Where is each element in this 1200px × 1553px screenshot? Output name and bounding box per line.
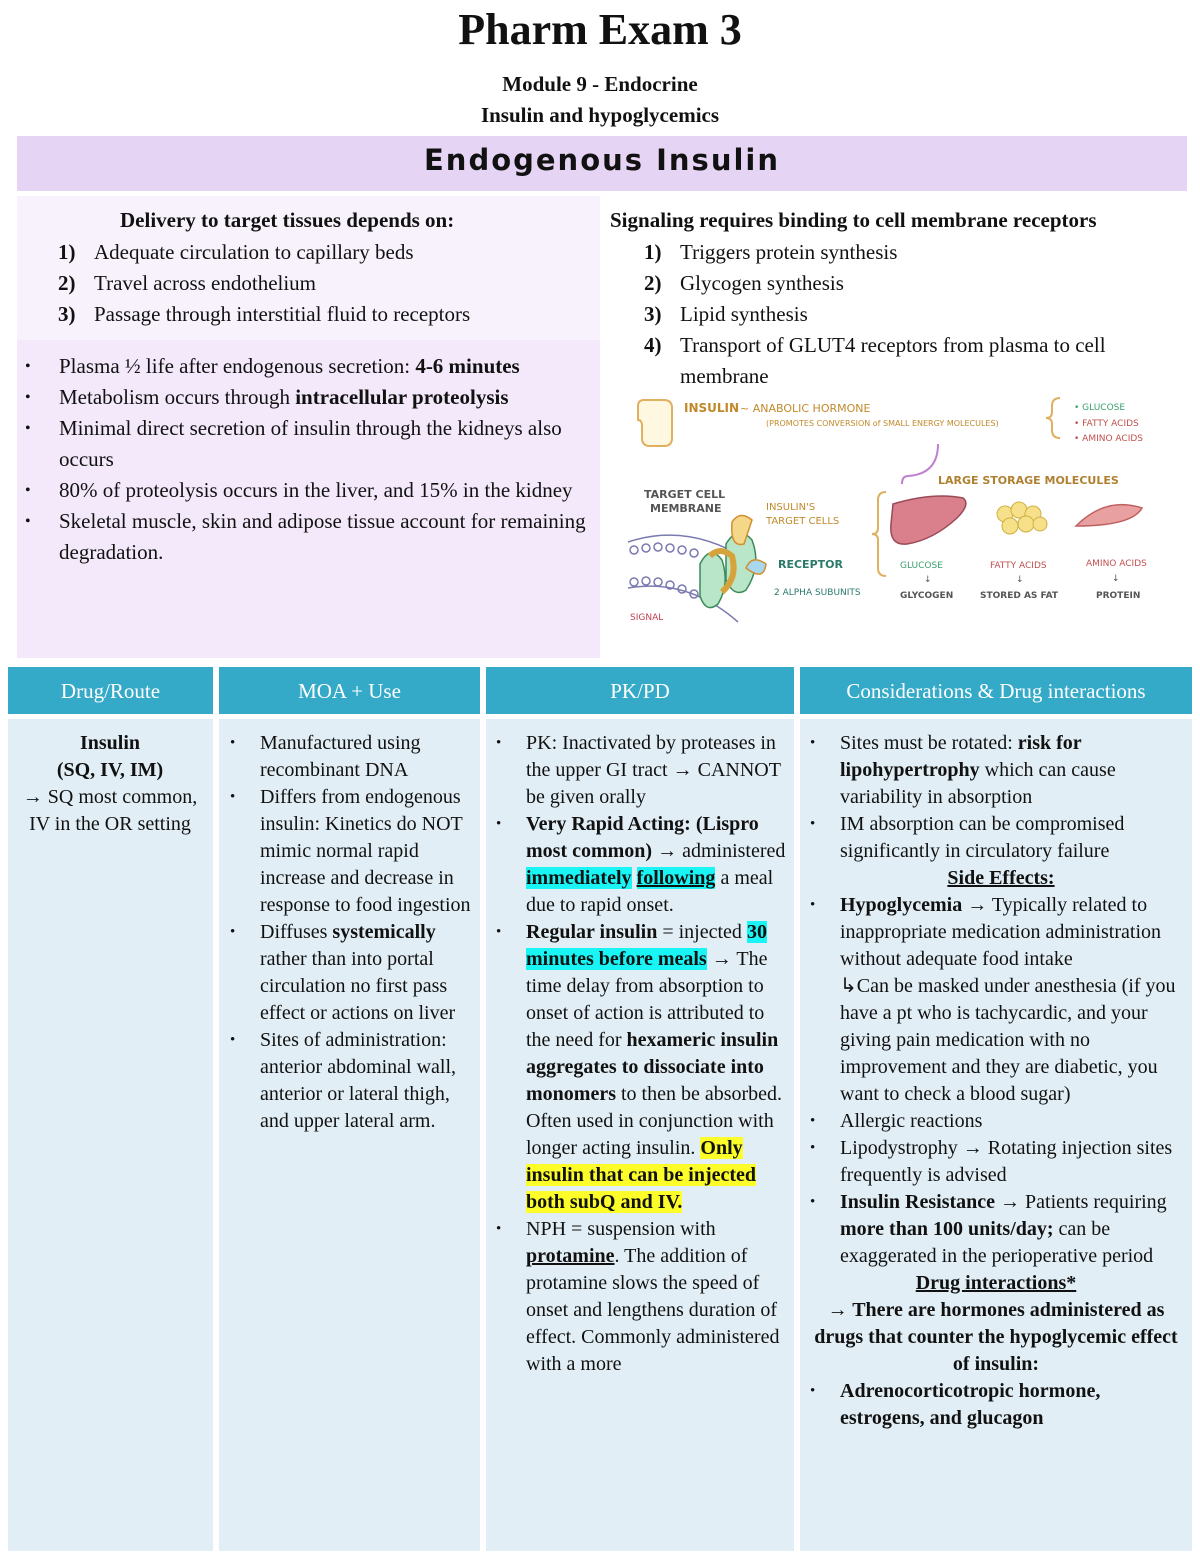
- list-item: • Minimal direct secretion of insulin through the kidneys also occurs: [17, 413, 587, 475]
- delivery-item: 3) Passage through interstitial fluid to receptors: [58, 302, 471, 326]
- diagram-alpha-label: 2 ALPHA SUBUNITS: [774, 588, 861, 598]
- delivery-item: 1) Adequate circulation to capillary beds: [58, 240, 414, 264]
- diagram-large-label: LARGE STORAGE MOLECULES: [938, 474, 1119, 487]
- diagram-insulin-label: INSULIN: [684, 401, 740, 415]
- diagram-g-arrow: ↓: [924, 575, 932, 585]
- list-item: • Insulin Resistance → Patients requiring more than 100 units/day; can be exaggerated in the perioperative period: [806, 1189, 1186, 1270]
- list-item: • Sites of administration: anterior abdominal wall, anterior or lateral thigh, and upper lateral arm.: [226, 1027, 474, 1135]
- considerations-cell: [806, 730, 1186, 1432]
- drug-interactions-heading: Drug interactions*: [915, 1272, 1077, 1294]
- table-header-drug: Drug/Route: [8, 667, 213, 714]
- diagram-g2-label: GLYCOGEN: [900, 591, 954, 601]
- signaling-item: 1) Triggers protein synthesis: [644, 240, 898, 264]
- signaling-list: [644, 237, 1174, 392]
- list-item: • 80% of proteolysis occurs in the liver, and 15% in the kidney: [17, 475, 587, 506]
- diagram-membrane-label: MEMBRANE: [650, 502, 722, 515]
- table-header-moa: MOA + Use: [219, 667, 480, 714]
- diagram-targetcells-label: TARGET CELLS: [766, 516, 840, 527]
- diagram-anabolic-label: ~ ANABOLIC HORMONE: [740, 402, 871, 415]
- receptor-icon: [700, 533, 756, 608]
- list-item: • IM absorption can be compromised significantly in circulatory failure: [806, 811, 1186, 865]
- diagram-amino-label: • AMINO ACIDS: [1074, 434, 1144, 444]
- list-item: • Differs from endogenous insulin: Kinetics do NOT mimic normal rapid increase and decrease in response to food ingestion: [226, 784, 474, 919]
- list-item: • Skeletal muscle, skin and adipose tissue account for remaining degradation.: [17, 506, 587, 568]
- diagram-aa1-label: AMINO ACIDS: [1086, 559, 1147, 569]
- diagram-aa-arrow: ↓: [1112, 574, 1120, 584]
- liver-icon: [891, 496, 966, 544]
- fat-cells-icon: [997, 502, 1047, 534]
- table-column-drug: [8, 719, 213, 1551]
- drug-cell: [14, 730, 206, 838]
- list-item: • Lipodystrophy → Rotating injection sites frequently is advised: [806, 1135, 1186, 1189]
- list-item: • Adrenocorticotropic hormone, estrogens, and glucagon: [806, 1378, 1186, 1432]
- diagram-glucose-label: • GLUCOSE: [1074, 403, 1126, 413]
- list-item: • Plasma ½ life after endogenous secretion: 4-6 minutes: [17, 351, 587, 382]
- diagram-g1-label: GLUCOSE: [900, 561, 943, 571]
- topic-subtitle: Insulin and hypoglycemics: [480, 103, 720, 127]
- table-header-pkpd: PK/PD: [486, 667, 794, 714]
- diagram-fa2-label: STORED AS FAT: [980, 591, 1059, 601]
- list-item: • Diffuses systemically rather than into portal circulation no first pass effect or actions on liver: [226, 919, 474, 1027]
- diagram-fa1-label: FATTY ACIDS: [990, 561, 1047, 571]
- module-subtitle: Module 9 - Endocrine: [502, 72, 698, 96]
- drug-interactions-text: → There are hormones administered as drugs that counter the hypoglycemic effect of insulin:: [814, 1299, 1178, 1375]
- list-item: • Hypoglycemia → Typically related to inappropriate medication administration without adequate food intake ↳Can be masked under anesthesia (if you have a pt who is tachycardic, and your giving pain medication with no improvement and they are diabetic, you want to check a blood sugar): [806, 892, 1186, 1108]
- anesthesia-note: ↳Can be masked under anesthesia (if you have a pt who is tachycardic, and your giving pain medication with no improvement and they are diabetic, you want to check a blood sugar): [840, 975, 1176, 1105]
- diagram-signal-label: SIGNAL: [630, 613, 664, 623]
- list-item: • NPH = suspension with protamine. The addition of protamine slows the speed of onset and lengthens duration of effect. Commonly administered with a more: [492, 1216, 788, 1378]
- signaling-item: 3) Lipid synthesis: [644, 302, 808, 326]
- delivery-item: 2) Travel across endothelium: [58, 271, 317, 295]
- signaling-item: 2) Glycogen synthesis: [644, 271, 844, 295]
- delivery-list: [58, 237, 588, 330]
- list-item: • Regular insulin = injected 30 minutes before meals → The time delay from absorption to onset of action is attributed to the need for hexameric insulin aggregates to dissociate into monomers to then be absorbed. Often used in conjunction with longer acting insulin. Only insulin that can be injected both subQ and IV.: [492, 919, 788, 1216]
- section-banner: Endogenous Insulin: [17, 136, 1187, 191]
- diagram-insulins-label: INSULIN'S: [766, 502, 816, 513]
- moa-cell: [226, 730, 474, 1135]
- list-item: • Manufactured using recombinant DNA: [226, 730, 474, 784]
- pkpd-cell: [492, 730, 788, 1378]
- muscle-icon: [1076, 505, 1142, 526]
- diagram-aa2-label: PROTEIN: [1096, 591, 1141, 601]
- drug-name: Insulin: [79, 732, 141, 754]
- side-effects-heading: Side Effects:: [947, 867, 1055, 889]
- insulin-facts-list: [17, 351, 587, 568]
- diagram-fa-arrow: ↓: [1016, 575, 1024, 585]
- insulin-diagram: [608, 392, 1178, 642]
- list-item: • Allergic reactions: [806, 1108, 1186, 1135]
- list-item: • Very Rapid Acting: (Lispro most common) → administered immediately following a meal due to rapid onset.: [492, 811, 788, 919]
- delivery-heading: Delivery to target tissues depends on:: [120, 208, 455, 232]
- diagram-fatty-label: • FATTY ACIDS: [1074, 419, 1139, 429]
- page-title: Pharm Exam 3: [458, 5, 742, 54]
- diagram-target-label: TARGET CELL: [644, 488, 726, 501]
- diagram-receptor-label: RECEPTOR: [778, 558, 843, 571]
- list-item: • PK: Inactivated by proteases in the upper GI tract → CANNOT be given orally: [492, 730, 788, 811]
- signaling-item: 4) Transport of GLUT4 receptors from plasma to cell membrane: [644, 333, 1106, 388]
- drug-route-note: → SQ most common, IV in the OR setting: [22, 786, 198, 835]
- drug-routes: (SQ, IV, IM): [56, 759, 164, 781]
- list-item: • Metabolism occurs through intracellular proteolysis: [17, 382, 587, 413]
- table-header-considerations: Considerations & Drug interactions: [800, 667, 1192, 714]
- diagram-promotes-label: (PROMOTES CONVERSION of SMALL ENERGY MOLECULES): [766, 419, 999, 428]
- list-item: • Sites must be rotated: risk for lipohypertrophy which can cause variability in absorption: [806, 730, 1186, 811]
- insulin-molecule-icon: [638, 400, 672, 446]
- signaling-heading: Signaling requires binding to cell membrane receptors: [610, 208, 1097, 232]
